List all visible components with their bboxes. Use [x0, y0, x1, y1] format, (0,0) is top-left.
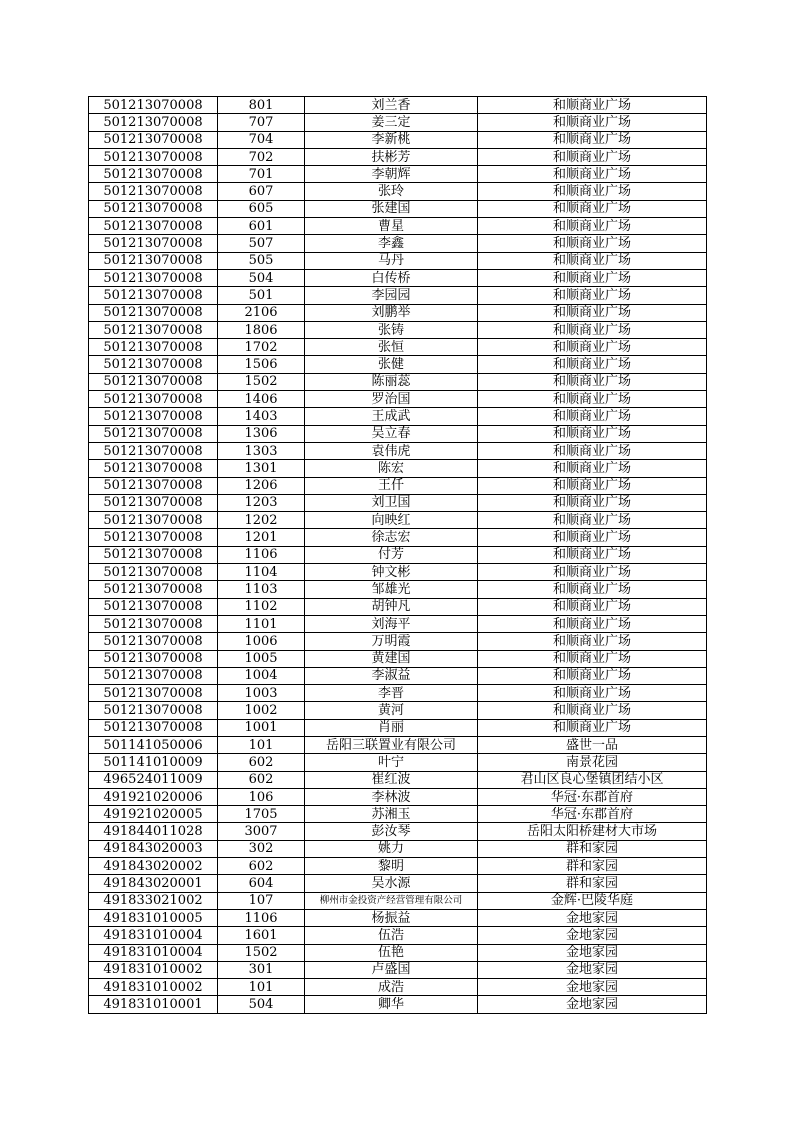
owner-name-cell: 伍浩 [305, 927, 478, 944]
complex-name-cell: 和顺商业广场 [478, 615, 707, 632]
owner-name-cell: 张恒 [305, 339, 478, 356]
property-code-cell: 491831010005 [89, 909, 218, 926]
table-row [89, 494, 707, 511]
complex-name-cell: 和顺商业广场 [478, 685, 707, 702]
table-row [89, 321, 707, 338]
owner-name-cell: 张铸 [305, 321, 478, 338]
complex-name-cell: 群和家园 [478, 858, 707, 875]
room-number-cell: 1103 [218, 581, 305, 598]
table-row [89, 235, 707, 252]
property-code-cell: 501213070008 [89, 633, 218, 650]
property-code-cell: 501213070008 [89, 477, 218, 494]
property-code-cell: 501213070008 [89, 702, 218, 719]
property-code-cell: 501213070008 [89, 442, 218, 459]
complex-name-cell: 和顺商业广场 [478, 564, 707, 581]
complex-name-cell: 和顺商业广场 [478, 304, 707, 321]
table-row [89, 719, 707, 736]
property-code-cell: 501213070008 [89, 235, 218, 252]
property-code-cell: 501213070008 [89, 529, 218, 546]
complex-name-cell: 和顺商业广场 [478, 252, 707, 269]
property-code-cell: 501213070008 [89, 598, 218, 615]
property-code-cell: 501213070008 [89, 356, 218, 373]
owner-name-cell: 曹星 [305, 218, 478, 235]
room-number-cell: 507 [218, 235, 305, 252]
complex-name-cell: 和顺商业广场 [478, 287, 707, 304]
room-number-cell: 3007 [218, 823, 305, 840]
owner-name-cell: 刘海平 [305, 615, 478, 632]
room-number-cell: 1206 [218, 477, 305, 494]
table-row [89, 166, 707, 183]
table-row [89, 927, 707, 944]
table-row [89, 183, 707, 200]
room-number-cell: 1106 [218, 909, 305, 926]
property-code-cell: 501213070008 [89, 408, 218, 425]
owner-name-cell: 胡钟凡 [305, 598, 478, 615]
room-number-cell: 602 [218, 771, 305, 788]
property-code-cell: 491833021002 [89, 892, 218, 909]
table-row [89, 460, 707, 477]
property-code-cell: 501141050006 [89, 736, 218, 753]
complex-name-cell: 和顺商业广场 [478, 633, 707, 650]
room-number-cell: 301 [218, 961, 305, 978]
complex-name-cell: 和顺商业广场 [478, 581, 707, 598]
property-code-cell: 501213070008 [89, 373, 218, 390]
owner-name-cell: 张玲 [305, 183, 478, 200]
table-row [89, 252, 707, 269]
table-row [89, 702, 707, 719]
table-row [89, 996, 707, 1013]
owner-name-cell: 姜三定 [305, 114, 478, 131]
complex-name-cell: 和顺商业广场 [478, 425, 707, 442]
room-number-cell: 702 [218, 148, 305, 165]
property-code-cell: 501213070008 [89, 667, 218, 684]
room-number-cell: 1006 [218, 633, 305, 650]
table-row [89, 771, 707, 788]
property-code-cell: 501213070008 [89, 218, 218, 235]
property-code-cell: 501213070008 [89, 615, 218, 632]
complex-name-cell: 和顺商业广场 [478, 494, 707, 511]
table-row [89, 944, 707, 961]
owner-name-cell: 钟文彬 [305, 564, 478, 581]
property-code-cell: 501213070008 [89, 200, 218, 217]
room-number-cell: 1406 [218, 391, 305, 408]
room-number-cell: 1203 [218, 494, 305, 511]
property-code-cell: 501213070008 [89, 269, 218, 286]
room-number-cell: 1004 [218, 667, 305, 684]
owner-name-cell: 成浩 [305, 979, 478, 996]
table-row [89, 685, 707, 702]
property-table [88, 96, 707, 1014]
room-number-cell: 1002 [218, 702, 305, 719]
property-code-cell: 491844011028 [89, 823, 218, 840]
room-number-cell: 607 [218, 183, 305, 200]
table-row [89, 408, 707, 425]
complex-name-cell: 南景花园 [478, 754, 707, 771]
complex-name-cell: 和顺商业广场 [478, 321, 707, 338]
property-code-cell: 501213070008 [89, 321, 218, 338]
complex-name-cell: 和顺商业广场 [478, 512, 707, 529]
table-row [89, 131, 707, 148]
property-code-cell: 491843020002 [89, 858, 218, 875]
owner-name-cell: 黄河 [305, 702, 478, 719]
room-number-cell: 2106 [218, 304, 305, 321]
complex-name-cell: 和顺商业广场 [478, 148, 707, 165]
complex-name-cell: 和顺商业广场 [478, 339, 707, 356]
table-row [89, 806, 707, 823]
room-number-cell: 1806 [218, 321, 305, 338]
room-number-cell: 1303 [218, 442, 305, 459]
owner-name-cell: 张建国 [305, 200, 478, 217]
table-row [89, 477, 707, 494]
owner-name-cell: 王成武 [305, 408, 478, 425]
table-row [89, 633, 707, 650]
complex-name-cell: 金地家园 [478, 909, 707, 926]
complex-name-cell: 岳阳太阳桥建材大市场 [478, 823, 707, 840]
complex-name-cell: 和顺商业广场 [478, 391, 707, 408]
table-row [89, 909, 707, 926]
property-code-cell: 491831010004 [89, 944, 218, 961]
room-number-cell: 504 [218, 269, 305, 286]
table-row [89, 512, 707, 529]
owner-name-cell: 袁伟虎 [305, 442, 478, 459]
table-row [89, 339, 707, 356]
table-row [89, 200, 707, 217]
room-number-cell: 1001 [218, 719, 305, 736]
property-code-cell: 491831010002 [89, 979, 218, 996]
room-number-cell: 106 [218, 788, 305, 805]
property-code-cell: 501213070008 [89, 685, 218, 702]
property-code-cell: 501213070008 [89, 512, 218, 529]
complex-name-cell: 和顺商业广场 [478, 200, 707, 217]
owner-name-cell: 黄建国 [305, 650, 478, 667]
property-code-cell: 491843020003 [89, 840, 218, 857]
complex-name-cell: 和顺商业广场 [478, 269, 707, 286]
property-code-cell: 501213070008 [89, 460, 218, 477]
room-number-cell: 707 [218, 114, 305, 131]
property-code-cell: 501213070008 [89, 494, 218, 511]
property-code-cell: 501213070008 [89, 391, 218, 408]
owner-name-cell: 李园园 [305, 287, 478, 304]
complex-name-cell: 和顺商业广场 [478, 529, 707, 546]
owner-name-cell: 杨振益 [305, 909, 478, 926]
property-code-cell: 491921020005 [89, 806, 218, 823]
complex-name-cell: 华冠·东郡首府 [478, 788, 707, 805]
owner-name-cell: 张健 [305, 356, 478, 373]
room-number-cell: 1506 [218, 356, 305, 373]
owner-name-cell: 李朝辉 [305, 166, 478, 183]
owner-name-cell: 陈丽蕊 [305, 373, 478, 390]
room-number-cell: 701 [218, 166, 305, 183]
property-code-cell: 501213070008 [89, 425, 218, 442]
table-row [89, 581, 707, 598]
room-number-cell: 1202 [218, 512, 305, 529]
complex-name-cell: 群和家园 [478, 840, 707, 857]
owner-name-cell: 李淑益 [305, 667, 478, 684]
room-number-cell: 1502 [218, 373, 305, 390]
room-number-cell: 1301 [218, 460, 305, 477]
room-number-cell: 505 [218, 252, 305, 269]
room-number-cell: 501 [218, 287, 305, 304]
table-row [89, 529, 707, 546]
owner-name-cell: 刘卫国 [305, 494, 478, 511]
property-code-cell: 491831010002 [89, 961, 218, 978]
owner-name-cell: 刘兰香 [305, 97, 478, 114]
room-number-cell: 1106 [218, 546, 305, 563]
complex-name-cell: 和顺商业广场 [478, 460, 707, 477]
complex-name-cell: 和顺商业广场 [478, 408, 707, 425]
property-code-cell: 501213070008 [89, 287, 218, 304]
room-number-cell: 1601 [218, 927, 305, 944]
complex-name-cell: 金地家园 [478, 979, 707, 996]
owner-name-cell: 罗治国 [305, 391, 478, 408]
complex-name-cell: 和顺商业广场 [478, 356, 707, 373]
table-row [89, 754, 707, 771]
property-code-cell: 501213070008 [89, 148, 218, 165]
complex-name-cell: 和顺商业广场 [478, 667, 707, 684]
table-row [89, 373, 707, 390]
complex-name-cell: 和顺商业广场 [478, 218, 707, 235]
complex-name-cell: 君山区良心堡镇团结小区 [478, 771, 707, 788]
owner-name-cell: 刘鹏举 [305, 304, 478, 321]
table-row [89, 218, 707, 235]
owner-name-cell: 向映红 [305, 512, 478, 529]
table-row [89, 892, 707, 909]
table-row [89, 823, 707, 840]
owner-name-cell: 吴水源 [305, 875, 478, 892]
property-code-cell: 501213070008 [89, 183, 218, 200]
property-code-cell: 501213070008 [89, 650, 218, 667]
owner-name-cell: 岳阳三联置业有限公司 [305, 736, 478, 753]
owner-name-cell: 彭汝琴 [305, 823, 478, 840]
room-number-cell: 1705 [218, 806, 305, 823]
room-number-cell: 605 [218, 200, 305, 217]
table-row [89, 287, 707, 304]
property-code-cell: 501213070008 [89, 252, 218, 269]
complex-name-cell: 和顺商业广场 [478, 650, 707, 667]
table-row [89, 356, 707, 373]
property-code-cell: 501213070008 [89, 339, 218, 356]
complex-name-cell: 华冠·东郡首府 [478, 806, 707, 823]
owner-name-cell: 卢盛国 [305, 961, 478, 978]
table-row [89, 840, 707, 857]
owner-name-cell: 李鑫 [305, 235, 478, 252]
property-code-cell: 501213070008 [89, 97, 218, 114]
room-number-cell: 1104 [218, 564, 305, 581]
owner-name-cell: 姚力 [305, 840, 478, 857]
room-number-cell: 704 [218, 131, 305, 148]
table-row [89, 615, 707, 632]
owner-name-cell: 崔红波 [305, 771, 478, 788]
complex-name-cell: 群和家园 [478, 875, 707, 892]
room-number-cell: 601 [218, 218, 305, 235]
complex-name-cell: 和顺商业广场 [478, 702, 707, 719]
owner-name-cell: 柳州市金投资产经营管理有限公司 [305, 892, 478, 909]
complex-name-cell: 和顺商业广场 [478, 235, 707, 252]
owner-name-cell: 卿华 [305, 996, 478, 1013]
table-row [89, 114, 707, 131]
room-number-cell: 101 [218, 736, 305, 753]
owner-name-cell: 王仟 [305, 477, 478, 494]
table-row [89, 961, 707, 978]
property-code-cell: 501141010009 [89, 754, 218, 771]
complex-name-cell: 和顺商业广场 [478, 373, 707, 390]
room-number-cell: 602 [218, 858, 305, 875]
property-code-cell: 501213070008 [89, 131, 218, 148]
table-row [89, 875, 707, 892]
owner-name-cell: 肖丽 [305, 719, 478, 736]
room-number-cell: 604 [218, 875, 305, 892]
complex-name-cell: 金地家园 [478, 927, 707, 944]
property-table-body [89, 97, 707, 1014]
table-row [89, 97, 707, 114]
owner-name-cell: 付芳 [305, 546, 478, 563]
room-number-cell: 1306 [218, 425, 305, 442]
table-row [89, 564, 707, 581]
property-code-cell: 501213070008 [89, 564, 218, 581]
owner-name-cell: 白传桥 [305, 269, 478, 286]
room-number-cell: 1201 [218, 529, 305, 546]
table-row [89, 391, 707, 408]
table-row [89, 858, 707, 875]
property-code-cell: 501213070008 [89, 719, 218, 736]
room-number-cell: 801 [218, 97, 305, 114]
table-row [89, 788, 707, 805]
owner-name-cell: 徐志宏 [305, 529, 478, 546]
property-code-cell: 491831010004 [89, 927, 218, 944]
complex-name-cell: 和顺商业广场 [478, 166, 707, 183]
owner-name-cell: 邹雄光 [305, 581, 478, 598]
owner-name-cell: 万明霞 [305, 633, 478, 650]
complex-name-cell: 和顺商业广场 [478, 442, 707, 459]
property-code-cell: 501213070008 [89, 304, 218, 321]
owner-name-cell: 陈宏 [305, 460, 478, 477]
owner-name-cell: 叶宁 [305, 754, 478, 771]
property-code-cell: 501213070008 [89, 166, 218, 183]
room-number-cell: 1102 [218, 598, 305, 615]
owner-name-cell: 李林波 [305, 788, 478, 805]
table-row [89, 148, 707, 165]
owner-name-cell: 伍艳 [305, 944, 478, 961]
complex-name-cell: 和顺商业广场 [478, 546, 707, 563]
complex-name-cell: 和顺商业广场 [478, 131, 707, 148]
owner-name-cell: 扶彬芳 [305, 148, 478, 165]
table-row [89, 425, 707, 442]
table-row [89, 736, 707, 753]
owner-name-cell: 吴立春 [305, 425, 478, 442]
owner-name-cell: 李晋 [305, 685, 478, 702]
complex-name-cell: 盛世一品 [478, 736, 707, 753]
table-row [89, 650, 707, 667]
complex-name-cell: 金地家园 [478, 961, 707, 978]
room-number-cell: 1005 [218, 650, 305, 667]
table-row [89, 442, 707, 459]
complex-name-cell: 金辉·巴陵华庭 [478, 892, 707, 909]
room-number-cell: 1101 [218, 615, 305, 632]
room-number-cell: 302 [218, 840, 305, 857]
complex-name-cell: 和顺商业广场 [478, 598, 707, 615]
property-code-cell: 491831010001 [89, 996, 218, 1013]
table-row [89, 598, 707, 615]
owner-name-cell: 黎明 [305, 858, 478, 875]
room-number-cell: 107 [218, 892, 305, 909]
table-row [89, 304, 707, 321]
complex-name-cell: 和顺商业广场 [478, 719, 707, 736]
complex-name-cell: 和顺商业广场 [478, 97, 707, 114]
property-code-cell: 501213070008 [89, 581, 218, 598]
property-code-cell: 491921020006 [89, 788, 218, 805]
room-number-cell: 1702 [218, 339, 305, 356]
table-row [89, 269, 707, 286]
property-code-cell: 501213070008 [89, 546, 218, 563]
table-row [89, 979, 707, 996]
property-code-cell: 491843020001 [89, 875, 218, 892]
room-number-cell: 1403 [218, 408, 305, 425]
room-number-cell: 1502 [218, 944, 305, 961]
property-code-cell: 501213070008 [89, 114, 218, 131]
complex-name-cell: 金地家园 [478, 944, 707, 961]
owner-name-cell: 苏湘玉 [305, 806, 478, 823]
room-number-cell: 1003 [218, 685, 305, 702]
complex-name-cell: 和顺商业广场 [478, 114, 707, 131]
owner-name-cell: 李新桃 [305, 131, 478, 148]
table-row [89, 546, 707, 563]
room-number-cell: 602 [218, 754, 305, 771]
property-code-cell: 496524011009 [89, 771, 218, 788]
owner-name-cell: 马丹 [305, 252, 478, 269]
room-number-cell: 504 [218, 996, 305, 1013]
room-number-cell: 101 [218, 979, 305, 996]
complex-name-cell: 金地家园 [478, 996, 707, 1013]
complex-name-cell: 和顺商业广场 [478, 183, 707, 200]
table-row [89, 667, 707, 684]
complex-name-cell: 和顺商业广场 [478, 477, 707, 494]
